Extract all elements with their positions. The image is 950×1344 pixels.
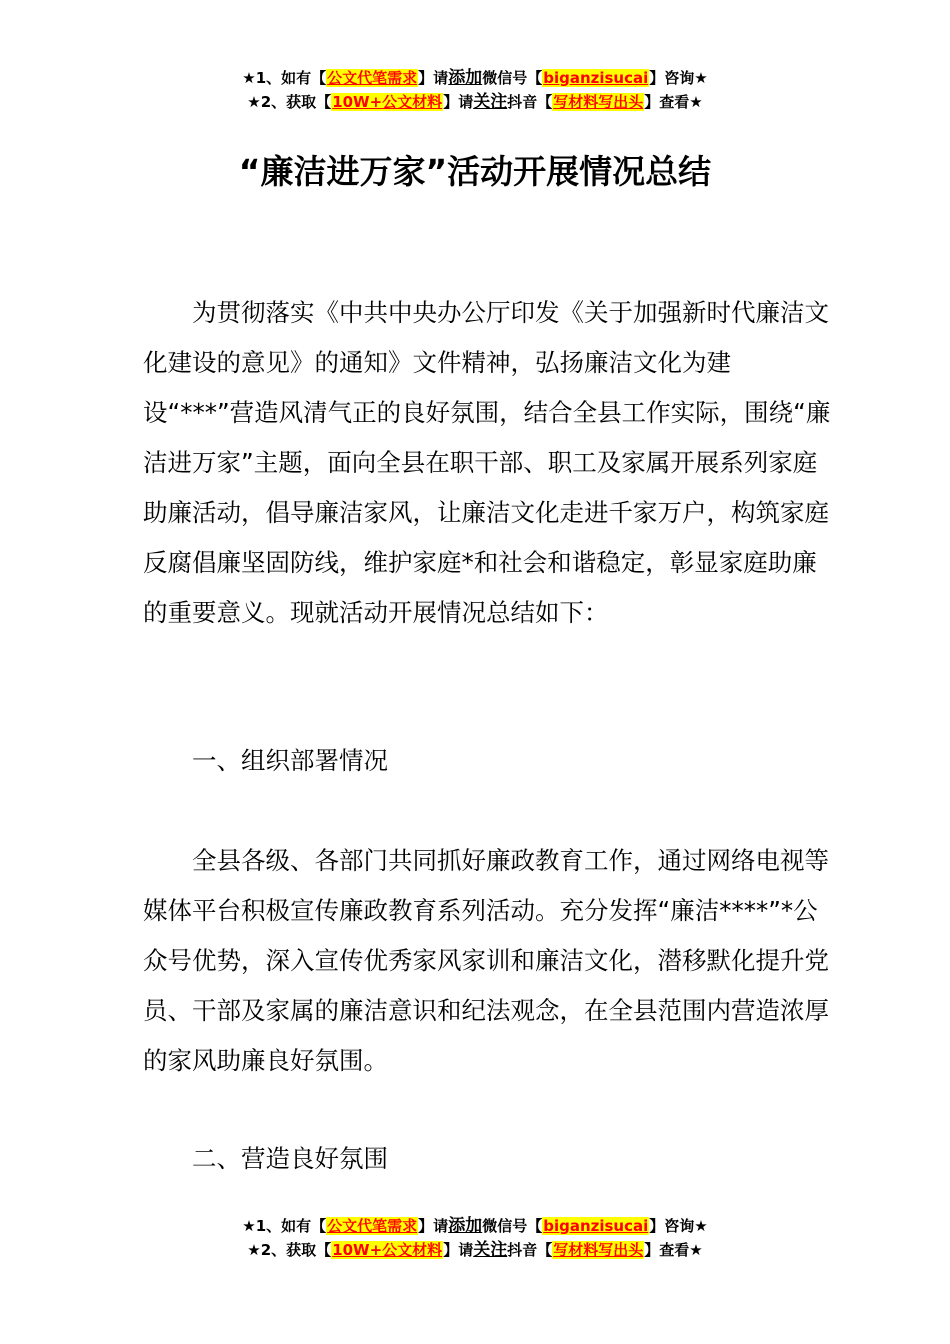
- banner-line-1: ★1、如有【公文代笔需求】请添加微信号【biganzisucai】咨询★: [242, 68, 708, 88]
- document-title: “廉洁进万家”活动开展情况总结: [238, 152, 712, 191]
- intro-paragraph: 为贯彻落实《中共中央办公厅印发《关于加强新时代廉洁文化建设的意见》的通知》文件精神，弘扬廉洁文化为建设“***”营造风清气正的良好氛围，结合全县工作实际，围绕“廉洁进万家”主题，面向全县在职干部、职工及家属开展系列家庭助廉活动，倡导廉洁家风，让廉洁文化走进千家万户，构筑家庭反腐倡廉坚固防线，维护家庭*和社会和谐稳定，彰显家庭助廉的重要意义。现就活动开展情况总结如下：: [143, 298, 831, 627]
- banner-highlight: 10W+公文材料: [332, 93, 443, 111]
- banner-highlight: 写材料写出头: [553, 1241, 644, 1259]
- banner-highlight: 写材料写出头: [553, 93, 644, 111]
- banner-highlight: biganzisucai: [543, 1217, 649, 1235]
- banner-line-1: ★1、如有【公文代笔需求】请添加微信号【biganzisucai】咨询★: [242, 1216, 708, 1236]
- bottom-banner: [0, 1214, 950, 1262]
- banner-highlight: biganzisucai: [543, 69, 649, 87]
- banner-highlight: 公文代笔需求: [327, 69, 418, 87]
- section-1-paragraph: 全县各级、各部门共同抓好廉政教育工作，通过网络电视等媒体平台积极宣传廉政教育系列活动。充分发挥“廉洁****”*公众号优势，深入宣传优秀家风家训和廉洁文化，潜移默化提升党员、干部及家属的廉洁意识和纪法观念，在全县范围内营造浓厚的家风助廉良好氛围。: [143, 846, 829, 1075]
- banner-line-2: ★2、获取【10W+公文材料】请关注抖音【写材料写出头】查看★: [247, 92, 703, 112]
- banner-line-2: ★2、获取【10W+公文材料】请关注抖音【写材料写出头】查看★: [247, 1240, 703, 1260]
- section-heading-2: 二、营造良好氛围: [192, 1144, 388, 1173]
- banner-highlight: 10W+公文材料: [332, 1241, 443, 1259]
- top-banner: [0, 66, 950, 114]
- section-heading-1: 一、组织部署情况: [192, 746, 388, 775]
- banner-highlight: 公文代笔需求: [327, 1217, 418, 1235]
